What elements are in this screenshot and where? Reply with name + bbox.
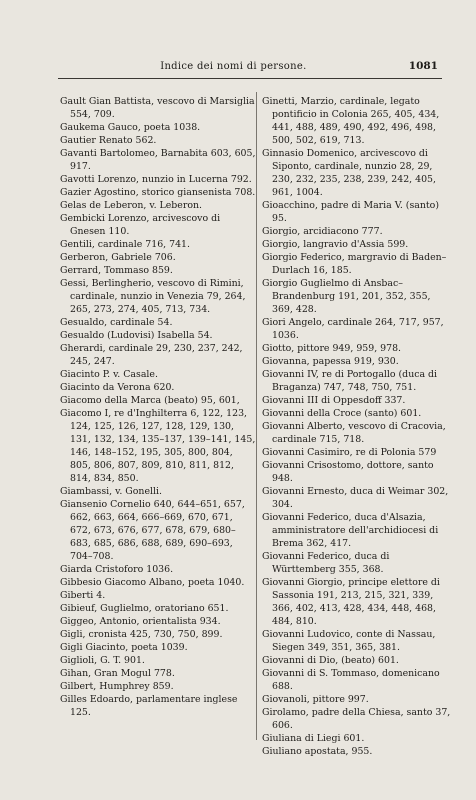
index-entry: Giorgio Federico, margravio di Baden–Durlach 16, 185. (262, 252, 447, 276)
index-entry: Giorgio, langravio d'Assia 599. (262, 239, 409, 250)
index-entry: Gavanti Bartolomeo, Barnabita 603, 605, 917. (60, 148, 256, 172)
index-entry: Giggeo, Antonio, orientalista 934. (60, 616, 221, 627)
running-header (58, 60, 438, 72)
index-entry: Gaukema Gauco, poeta 1038. (60, 122, 201, 133)
index-entry: Gigli, cronista 425, 730, 750, 899. (60, 629, 223, 640)
index-entry: Gihan, Gran Mogul 778. (60, 668, 175, 679)
index-entry: Gavotti Lorenzo, nunzio in Lucerna 792. (60, 174, 252, 185)
index-entry: Giorgio, arcidiacono 777. (262, 226, 383, 237)
index-entry: Giovanni Federico, duca di Württemberg 355, 368. (262, 551, 390, 575)
index-entry: Giovanni Federico, duca d'Alsazia, amministratore dell'archidiocesi di Brema 362, 417. (262, 512, 439, 549)
index-entry: Giovanni della Croce (santo) 601. (262, 408, 422, 419)
index-entry: Giorgio Guglielmo di Ansbac–Brandenburg 191, 201, 352, 355, 369, 428. (262, 278, 431, 315)
column-divider (256, 92, 257, 740)
index-entry: Gerrard, Tommaso 859. (60, 265, 173, 276)
index-entry: Giuliano apostata, 955. (262, 746, 373, 757)
index-entry: Gesualdo (Ludovisi) Isabella 54. (60, 330, 213, 341)
index-entry: Gilbert, Humphrey 859. (60, 681, 174, 692)
index-entry: Gembicki Lorenzo, arcivescovo di Gnesen 110. (60, 213, 221, 237)
page-number: 1081 (408, 60, 438, 72)
index-entry: Girolamo, padre della Chiesa, santo 37, 606. (262, 707, 451, 731)
index-entry: Giovanoli, pittore 997. (262, 694, 369, 705)
index-entry: Giovanni Crisostomo, dottore, santo 948. (262, 460, 434, 484)
index-entry: Giacomo della Marca (beato) 95, 601, (60, 395, 240, 406)
index-entry: Gault Gian Battista, vescovo di Marsiglia 554, 709. (60, 96, 255, 120)
index-entry: Giarda Cristoforo 1036. (60, 564, 174, 575)
index-entry: Gessi, Berlingherio, vescovo di Rimini, cardinale, nunzio in Venezia 79, 264, 265, 273, 274, 405, 713, 734. (60, 278, 246, 315)
index-entry: Gautier Renato 562. (60, 135, 157, 146)
header-rule (58, 78, 442, 79)
index-entry: Gelas de Leberon, v. Leberon. (60, 200, 203, 211)
index-entry: Giovanni IV, re di Portogallo (duca di Braganza) 747, 748, 750, 751. (262, 369, 438, 393)
index-column-right (262, 95, 452, 758)
index-entry: Gazier Agostino, storico giansenista 708. (60, 187, 256, 198)
index-entry: Giambassi, v. Gonelli. (60, 486, 162, 497)
index-entry: Giovanni di Dio, (beato) 601. (262, 655, 399, 666)
header-title: Indice dei nomi di persone. (160, 61, 307, 72)
index-entry: Giglioli, G. T. 901. (60, 655, 145, 666)
index-entry: Gibieuf, Guglielmo, oratoriano 651. (60, 603, 229, 614)
index-entry: Ginnasio Domenico, arcivescovo di Siponto, cardinale, nunzio 28, 29, 230, 232, 235, 238, 239, 242, 405, 961, 1004. (262, 148, 436, 198)
index-entry: Giansenio Cornelio 640, 644–651, 657, 662, 663, 664, 666–669, 670, 671, 672, 673, 676, 677, 678, 679, 680–683, 685, 686, 688, 689, 690–693, 704–708. (60, 499, 245, 562)
index-entry: Giacinto da Verona 620. (60, 382, 175, 393)
index-entry: Gentili, cardinale 716, 741. (60, 239, 191, 250)
index-entry: Giovanni Alberto, vescovo di Cracovia, cardinale 715, 718. (262, 421, 446, 445)
index-entry: Giuliana di Liegi 601. (262, 733, 365, 744)
index-entry: Gioacchino, padre di Maria V. (santo) 95. (262, 200, 439, 224)
index-entry: Giovanni Casimiro, re di Polonia 579 (262, 447, 437, 458)
index-entry: Giovanni di S. Tommaso, domenicano 688. (262, 668, 440, 692)
index-entry: Giovanni Ludovico, conte di Nassau, Siegen 349, 351, 365, 381. (262, 629, 436, 653)
index-entry: Giovanni III di Oppesdoff 337. (262, 395, 406, 406)
index-entry: Giberti 4. (60, 590, 106, 601)
index-entry: Giacomo I, re d'Inghilterra 6, 122, 123, 124, 125, 126, 127, 128, 129, 130, 131, 132, 134, 135–137, 139–141, 145, 146, 148–152, 195, 305, 800, 804, 805, 806, 807, 809, 810, 811, 812, 814, 834, 850. (60, 408, 256, 484)
index-entry: Gherardi, cardinale 29, 230, 237, 242, 245, 247. (60, 343, 243, 367)
index-entry: Gerberon, Gabriele 706. (60, 252, 176, 263)
index-entry: Giotto, pittore 949, 959, 978. (262, 343, 402, 354)
index-entry: Gesualdo, cardinale 54. (60, 317, 173, 328)
index-entry: Ginetti, Marzio, cardinale, legato pontificio in Colonia 265, 405, 434, 441, 488, 489, 490, 492, 496, 498, 500, 502, 619, 713. (262, 96, 440, 146)
index-entry: Giori Angelo, cardinale 264, 717, 957, 1036. (262, 317, 444, 341)
index-entry: Giovanni Giorgio, principe elettore di Sassonia 191, 213, 215, 321, 339, 366, 402, 413, 428, 434, 448, 468, 484, 810. (262, 577, 440, 627)
index-entry: Giovanna, papessa 919, 930. (262, 356, 399, 367)
index-entry: Gigli Giacinto, poeta 1039. (60, 642, 188, 653)
index-entry: Giovanni Ernesto, duca di Weimar 302, 304. (262, 486, 449, 510)
index-entry: Giacinto P. v. Casale. (60, 369, 158, 380)
index-entry: Gilles Edoardo, parlamentare inglese 125. (60, 694, 238, 718)
index-entry: Gibbesio Giacomo Albano, poeta 1040. (60, 577, 245, 588)
index-column-left (60, 95, 256, 719)
